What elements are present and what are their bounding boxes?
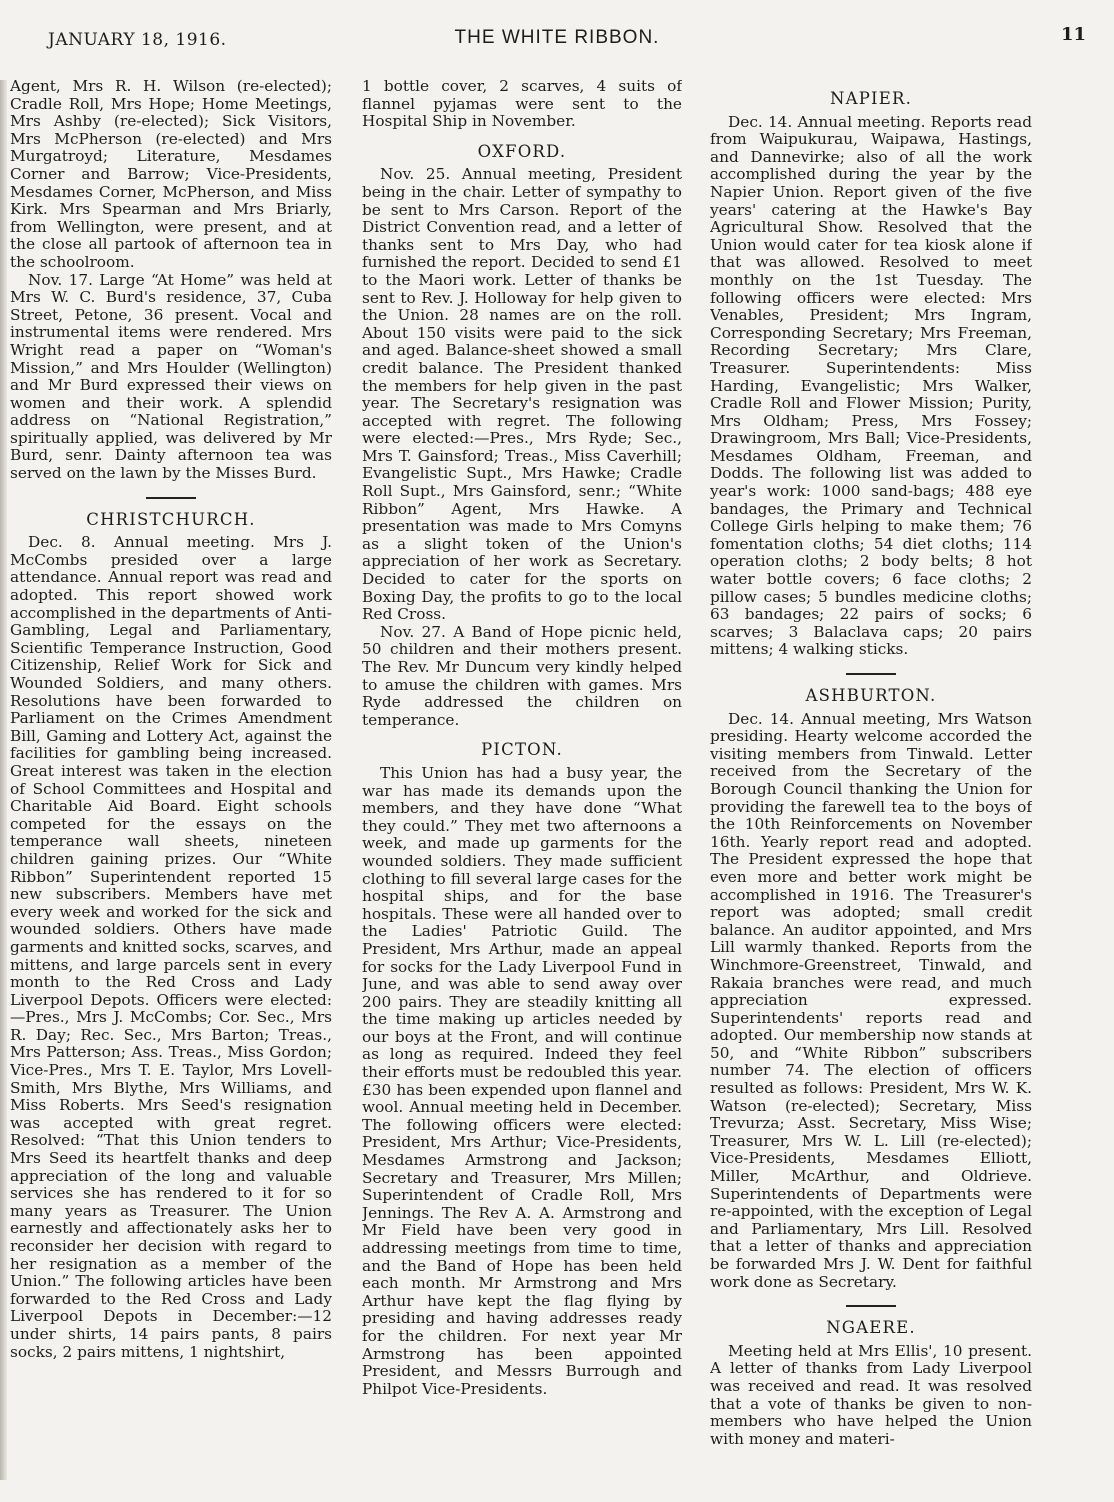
christchurch-heading: CHRISTCHURCH. [86,509,256,529]
napier-paragraph: Dec. 14. Annual meeting. Reports read from Waipukurau, Waipawa, Hastings, and Dannevirke; also of all the work accomplished during the year by the Napier Union. Report given of the five years' catering at the Hawke's Bay Agricultural Show. Resolved that the Union would cater for tea kiosk alone if that was allowed. Resolved to meet monthly on the 1st Tuesday. The following officers were elected: Mrs Venables, President; Mrs Ingram, Corresponding Secretary; Mrs Freeman, Recording Secretary; Mrs Clare, Treasurer. Superintendents: Miss Harding, Evangelistic; Mrs Walker, Cradle Roll and Flower Mission; Purity, Mrs Oldham; Press, Mrs Fossey; Drawingroom, Mrs Ball; Vice-Presidents, Mesdames Oldham, Freeman, and Dodds. The following list was added to year's work: 1000 sand-bags; 488 eye bandages, the Primary and Technical College Girls helping to make them; 76 fomentation cloths; 54 diet cloths; 114 operation cloths; 2 body belts; 8 hot water bottle covers; 6 face cloths; 2 pillow cases; 5 bundles medicine cloths; 63 bandages; 22 pairs of socks; 6 scarves; 3 Balaclava caps; 20 pairs mittens; 4 walking sticks. [710,112,1032,659]
napier-heading: NAPIER. [829,89,913,108]
oxford-heading: OXFORD. [477,141,567,161]
christchurch-paragraph: Dec. 8. Annual meeting. Mrs J. McCombs presided over a large attendance. Annual report was read and adopted. This report showed work accomplished in the departments of Anti-Gambling, Legal and Parliamentary, Scientific Temperance Instruction, Good Citizenship, Relief Work for Sick and Wounded Soldiers, and many others. Resolutions have been forwarded to Parliament on the Crimes Amendment Bill, Gaming and Lottery Act, against the facilities for gambling being increased. Great interest was taken in the election of School Committees and Hospital and Charitable Aid Board. Eight schools competed for the essays on the temperance wall sheets, nineteen children gaining prizes. Our “White Ribbon” Superintendent reported 15 new subscribers. Members have met every week and worked for the sick and wounded soldiers. Others have made garments and knitted socks, scarves, and mittens, and large parcels sent in every month to the Red Cross and Lady Liverpool Depots. Officers were elected:—Pres., Mrs J. McCombs; Cor. Sec., Mrs R. Day; Rec. Sec., Mrs Barton; Treas., Mrs Patterson; Ass. Treas., Miss Gordon; Vice-Pres., Mrs T. E. Taylor, Mrs Lovell-Smith, Mrs Blythe, Mrs Williams, and Miss Roberts. Mrs Seed's resignation was accepted with great regret. Resolved: “That this Union tenders to Mrs Seed its heartfelt thanks and deep appreciation of the long and valuable services she has rendered to it for so many years as Treasurer. The Union earnestly and affectionately asks her to reconsider her decision with regard to her resignation as a member of the Union.” The following articles have been forwarded to the Red Cross and Lady Liverpool Depots in December:—12 under shirts, 14 pairs pants, 8 pairs socks, 2 pairs mittens, 1 nightshirt, [10,533,332,1361]
picton-heading: PICTON. [481,740,563,760]
picton-paragraph: This Union has had a busy year, the war has made its demands upon the members, and they have done “What they could.” They met two afternoons a week, and made up garments for the wounded soldiers. They made sufficient clothing to fill several large cases for the hospital ships, and for the base hospitals. These were all handed over to the Ladies' Patriotic Guild. The President, Mrs Arthur, made an appeal for socks for the Lady Liverpool Fund in June, and was able to send away over 200 pairs. They are steadily knitting all the time making up articles needed by our boys at the Front, and will continue as long as required. Indeed they feel their efforts must be redoubled this year. £30 has been expended upon flannel and wool. Annual meeting held in December. The following officers were elected: President, Mrs Arthur; Vice-Presidents, Mesdames Armstrong and Jackson; Secretary and Treasurer, Mrs Millen; Superintendent of Cradle Roll, Mrs Jennings. The Rev A. A. Armstrong and Mr Field have been very good in addressing meetings from time to time, and the Band of Hope has been held each month. Mr Armstrong and Mrs Arthur have kept the flag flying by presiding and having addresses ready for the children. For next year Mr Armstrong has been appointed President, and Messrs Burrough and Philpot Vice-Presidents. [362,763,682,1398]
column-3 [710,78,1032,1448]
continued-paragraph: 1 bottle cover, 2 scarves, 4 suits of flannel pyjamas were sent to the Hospital Ship in November. [362,78,682,131]
ngaere-heading: NGAERE. [826,1318,916,1338]
nov-17-paragraph: Nov. 17. Large “At Home” was held at Mrs W. C. Burd's residence, 37, Cuba Street, Petone, 36 present. Vocal and instrumental items were rendered. Mrs Wright read a paper on “Woman's Mission,” and Mrs Houlder (Wellington) and Mr Burd expressed their views on women and their work. A splendid address on “National Registration,” spiritually applied, was delivered by Mr Burd, senr. Dainty afternoon tea was served on the lawn by the Misses Burd. [10,270,332,483]
section-divider [846,1305,896,1307]
ngaere-paragraph: Meeting held at Mrs Ellis', 10 present. A letter of thanks from Lady Liverpool was received and read. It was resolved that a vote of thanks be given to non-members who have helped the Union with money and materi- [710,1341,1032,1448]
section-divider [146,497,196,499]
ashburton-heading: ASHBURTON. [805,686,937,705]
section-divider [846,673,896,675]
oxford-paragraph: Nov. 25. Annual meeting, President being in the chair. Letter of sympathy to be sent to Mrs Carson. Report of the District Convention read, and a letter of thanks sent to Mrs Day, who had furnished the report. Decided to send £1 to the Maori work. Letter of thanks be sent to Rev. J. Holloway for help given to the Union. 28 names are on the roll. About 150 visits were paid to the sick and aged. Balance-sheet showed a small credit balance. The President thanked the members for help given in the past year. The Secretary's resignation was accepted with regret. The following were elected:—Pres., Mrs Ryde; Sec., Mrs T. Gainsford; Treas., Miss Caverhill; Evangelistic Supt., Mrs Hawke; Cradle Roll Supt., Mrs Gainsford, senr.; “White Ribbon” Agent, Mrs Hawke. A presentation was made to Mrs Comyns as a slight token of the Union's appreciation of her work as Secretary. Decided to cater for the sports on Boxing Day, the profits to go to the local Red Cross. [362,165,682,624]
column-1 [10,78,332,1361]
page-edge-shadow [0,80,7,1480]
column-2 [362,78,682,1398]
continued-paragraph: Agent, Mrs R. H. Wilson (re-elected); Cradle Roll, Mrs Hope; Home Meetings, Mrs Ashby (re-elected); Sick Visitors, Mrs McPherson (re-elected) and Mrs Murgatroyd; Literature, Mesdames Corner and Barrow; Vice-Presidents, Mesdames Corner, McPherson, and Miss Kirk. Mrs Spearman and Mrs Briarly, from Wellington, were present, and at the close all partook of afternoon tea in the schoolroom. [10,78,332,271]
oxford-nov-27-paragraph: Nov. 27. A Band of Hope picnic held, 50 children and their mothers present. The Rev. Mr Duncum very kindly helped to amuse the children with games. Mrs Ryde addressed the children on temperance. [362,622,682,729]
publication-title: THE WHITE RIBBON. [454,27,660,48]
ashburton-paragraph: Dec. 14. Annual meeting, Mrs Watson presiding. Hearty welcome accorded the visiting members from Tinwald. Letter received from the Secretary of the Borough Council thanking the Union for providing the farewell tea to the boys of the 10th Reinforcements on November 16th. Yearly report read and adopted. The President expressed the hope that even more and better work might be accomplished in 1916. The Treasurer's report was adopted; small credit balance. An auditor appointed, and Mrs Lill warmly thanked. Reports from the Winchmore-Greenstreet, Tinwald, and Rakaia branches were read, and much appreciation expressed. Superintendents' reports read and adopted. Our membership now stands at 50, and “White Ribbon” subscribers number 74. The election of officers resulted as follows: President, Mrs W. K. Watson (re-elected); Secretary, Miss Trevurza; Asst. Secretary, Miss Wise; Treasurer, Mrs W. L. Lill (re-elected); Vice-Presidents, Mesdames Elliott, Miller, McArthur, and Oldrieve. Superintendents of Departments were re-appointed, with the exception of Legal and Parliamentary, Mrs Lill. Resolved that a letter of thanks and appreciation be forwarded Mrs J. W. Dent for faithful work done as Secretary. [710,709,1032,1291]
page-number: 11 [1060,24,1086,45]
issue-date: JANUARY 18, 1916. [48,30,227,50]
page-header [0,0,1114,60]
